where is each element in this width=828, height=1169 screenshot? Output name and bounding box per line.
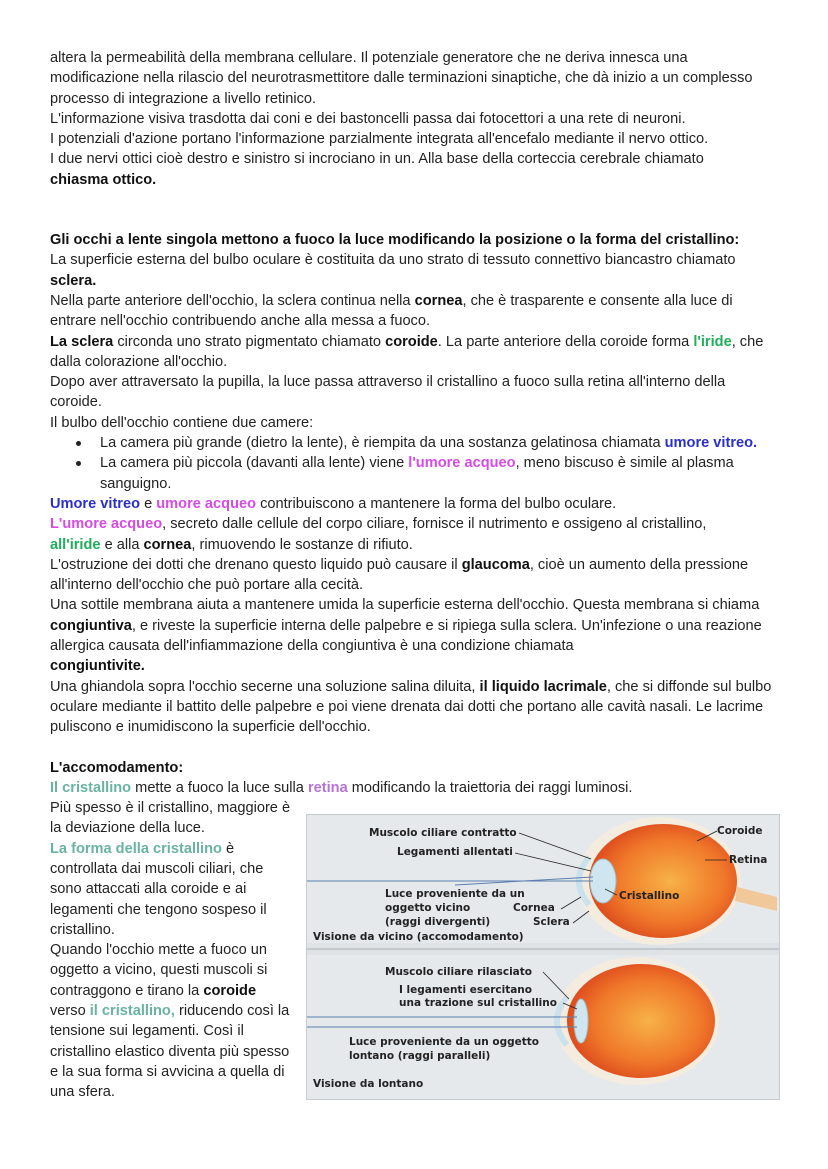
accomodamento-section xyxy=(50,798,780,1118)
lens-shape xyxy=(574,999,588,1043)
cornea-text-b: , che è trasparente e consente alla luce di entrare nell'occhio contribuendo anche alla messa a fuoco. xyxy=(50,292,733,330)
intro-text-3: I potenziali d'azione portano l'informazione parzialmente integrata all'encefalo mediante il nervo ottico. xyxy=(50,131,709,148)
eye-diagram xyxy=(307,815,779,1099)
bullet2-text: La camera più piccola (davanti alla lente) viene xyxy=(100,455,405,472)
liquido-lacrimale-term: il liquido lacrimale xyxy=(479,678,607,695)
spacer xyxy=(50,738,780,758)
camere-text: Il bulbo dell'occhio contiene due camere: xyxy=(50,414,314,431)
umore-acqueo-term: l'umore acqueo xyxy=(408,455,516,472)
umore-vitreo-term-2: Umore vitreo xyxy=(50,495,141,512)
chiasma-ottico-term: chiasma ottico. xyxy=(50,171,157,188)
retina-term: retina xyxy=(307,779,348,796)
sclera-paragraph xyxy=(50,250,780,291)
luce-vicino-label-2: oggetto vicino xyxy=(385,902,471,915)
acqueo-paragraph xyxy=(50,514,780,555)
cornea-text-a: Nella parte anteriore dell'occhio, la sclera continua nella xyxy=(50,292,411,309)
pupilla-text: Dopo aver attraversato la pupilla, la luce passa attraverso il cristallino a fuoco sulla retina all'interno della coroide. xyxy=(50,374,726,411)
luce-vicino-label-1: Luce proveniente da un xyxy=(385,888,525,901)
accomodamento-heading xyxy=(50,758,780,778)
muscolo-contratto-label: Muscolo ciliare contratto xyxy=(369,827,517,840)
umori-rest: contribuiscono a mantenere la forma del bulbo oculare. xyxy=(256,495,617,512)
intro-paragraph-2 xyxy=(50,109,780,129)
cornea-label: Cornea xyxy=(513,902,555,915)
forma-cristallino-term: La forma della cristallino xyxy=(50,840,222,857)
accomodamento-heading-text: L'accomodamento: xyxy=(50,759,184,776)
lens-heading-text: Gli occhi a lente singola mettono a fuoco la luce modificando la posizione o la forma del cristallino: xyxy=(50,232,740,249)
glaucoma-term: glaucoma xyxy=(461,556,530,573)
near-vision-caption: Visione da vicino (accomodamento) xyxy=(313,931,524,944)
bullet2-rest: , meno biscuso è simile al plasma sanguigno. xyxy=(100,455,734,492)
intro-text-2: L'informazione visiva trasdotta dai coni e dei bastoncelli passa dai fotocettori a una rete di neuroni. xyxy=(50,110,686,127)
document-page xyxy=(50,48,780,1118)
lacrimale-paragraph xyxy=(50,677,780,738)
vicino-text-c: riducendo così la tensione sui legamenti. Così il cristallino elastico diventa più spesso e la sua forma si avvicina a quella di una sfera. xyxy=(50,1003,290,1101)
vicino-paragraph xyxy=(50,940,295,1102)
spesso-text: Più spesso è il cristallino, maggiore è la deviazione della luce. xyxy=(50,800,291,837)
bullet1-text: La camera più grande (dietro la lente), è riempita da una sostanza gelatinosa chiamata xyxy=(100,435,661,452)
la-sclera-term: La sclera xyxy=(50,333,114,350)
list-item xyxy=(50,433,780,453)
coroide-term-2: coroide xyxy=(203,982,257,999)
glaucoma-text-a: L'ostruzione dei dotti che drenano questo liquido può causare il xyxy=(50,556,458,573)
intro-paragraph-4 xyxy=(50,149,780,190)
cornea-term-2: cornea xyxy=(143,536,192,553)
lens-shape xyxy=(590,859,616,903)
accomodamento-line1 xyxy=(50,778,780,798)
umori-paragraph xyxy=(50,494,780,514)
lacrimale-text-a: Una ghiandola sopra l'occhio secerne una soluzione salina diluita, xyxy=(50,678,476,695)
iride-term: l'iride xyxy=(693,333,732,350)
lens-heading xyxy=(50,230,780,250)
list-item xyxy=(50,453,780,494)
intro-paragraph-3 xyxy=(50,129,780,149)
lacrimale-text-b: , che si diffonde sul bulbo oculare mediante il battito delle palpebre e poi viene drenata dai dotti che portano alle cavità nasali. Le lacrime puliscono e inumidiscono la superficie dell'occhio. xyxy=(50,678,772,736)
coroide-text-a: circonda uno strato pigmentato chiamato xyxy=(113,333,382,350)
accom-line1-b: modificando la traiettoria dei raggi luminosi. xyxy=(347,779,633,796)
coroide-term: coroide xyxy=(385,333,438,350)
sclera-term: sclera. xyxy=(50,272,97,289)
vicino-text-b: verso xyxy=(50,1003,86,1020)
congiuntivite-term: congiuntivite. xyxy=(50,658,145,675)
legamenti-trazione-label-2: una trazione sul cristallino xyxy=(399,997,557,1010)
congiuntiva-text-b: , e riveste la superficie interna delle palpebre e si ripiega sulla sclera. Un'infezione o una reazione allergica causata dell'infiammazione della congiuntiva è una condizione chiamata xyxy=(50,617,762,655)
acqueo-text-c: , rimuovendo le sostanze di rifiuto. xyxy=(191,536,413,553)
coroide-paragraph xyxy=(50,332,780,373)
pupilla-paragraph xyxy=(50,372,780,413)
luce-lontano-label-1: Luce proveniente da un oggetto xyxy=(349,1036,539,1049)
intro-text-4: I due nervi ottici cioè destro e sinistro si incrociano in un. Alla base della corteccia cerebrale chiamato xyxy=(50,151,704,168)
cornea-paragraph xyxy=(50,291,780,332)
retina-label: Retina xyxy=(729,854,768,867)
sclera-text: La superficie esterna del bulbo oculare è costituita da uno strato di tessuto connettivo biancastro chiamato xyxy=(50,252,736,269)
glaucoma-text-b: , cioè un aumento della pressione all'interno dell'occhio che può portare alla cecità. xyxy=(50,556,749,594)
congiuntiva-paragraph xyxy=(50,595,780,676)
cornea-term: cornea xyxy=(414,292,463,309)
umore-acqueo-term-2: umore acqueo xyxy=(156,495,257,512)
umore-vitreo-term: umore vitreo. xyxy=(664,435,758,452)
spesso-paragraph xyxy=(50,798,295,839)
intro-text-1: altera la permeabilità della membrana cellulare. Il potenziale generatore che ne deriva innesca una modificazione nella rilascio del neurotrasmettitore dalle terminazioni sinaptiche, che dà inizio a un complesso processo di integrazione a livello retinico. xyxy=(50,50,753,107)
accom-line1-a: mette a fuoco la luce sulla xyxy=(131,779,304,796)
cristallino-term-2: il cristallino, xyxy=(89,1003,175,1020)
accomodamento-text-column xyxy=(50,798,295,1102)
acqueo-text-b: e alla xyxy=(100,536,140,553)
eyeball-shape xyxy=(567,964,715,1078)
luce-vicino-label-3: (raggi divergenti) xyxy=(385,916,491,929)
cristallino-label: Cristallino xyxy=(619,890,680,903)
umori-and: e xyxy=(140,495,157,512)
coroide-text-c: , che dalla colorazione all'occhio. xyxy=(50,333,764,370)
umore-acqueo-term-3: L'umore acqueo xyxy=(50,516,163,533)
congiuntiva-text-a: Una sottile membrana aiuta a mantenere umida la superficie esterna dell'occhio. Questa membrana si chiama xyxy=(50,597,760,614)
acqueo-text-a: , secreto dalle cellule del corpo ciliare, fornisce il nutrimento e ossigeno al cristallino, xyxy=(162,516,707,533)
vicino-text-a: Quando l'occhio mette a fuoco un oggetto a vicino, questi muscoli si contraggono e tirano la xyxy=(50,942,268,999)
intro-paragraph-1 xyxy=(50,48,780,109)
spacer xyxy=(50,190,780,230)
muscolo-rilasciato-label: Muscolo ciliare rilasciato xyxy=(385,966,532,979)
forma-text: è controllata dai muscoli ciliari, che sono attaccati alla coroide e ai legamenti che tengono sospeso il cristallino. xyxy=(50,840,267,938)
legamenti-allentati-label: Legamenti allentati xyxy=(397,846,513,859)
coroide-label: Coroide xyxy=(717,825,763,838)
camere-paragraph xyxy=(50,413,780,433)
legamenti-trazione-label-1: I legamenti esercitano xyxy=(399,984,532,997)
congiuntiva-term: congiuntiva xyxy=(50,617,132,634)
forma-paragraph xyxy=(50,839,295,940)
camere-list xyxy=(50,433,780,494)
far-vision-caption: Visione da lontano xyxy=(313,1078,424,1091)
cristallino-term: Il cristallino xyxy=(50,779,132,796)
sclera-label: Sclera xyxy=(533,916,570,929)
coroide-text-b: . La parte anteriore della coroide forma xyxy=(437,333,690,350)
glaucoma-paragraph xyxy=(50,555,780,596)
eye-accommodation-figure xyxy=(306,814,780,1100)
iride-term-2: all'iride xyxy=(50,536,101,553)
luce-lontano-label-2: lontano (raggi paralleli) xyxy=(349,1050,491,1063)
